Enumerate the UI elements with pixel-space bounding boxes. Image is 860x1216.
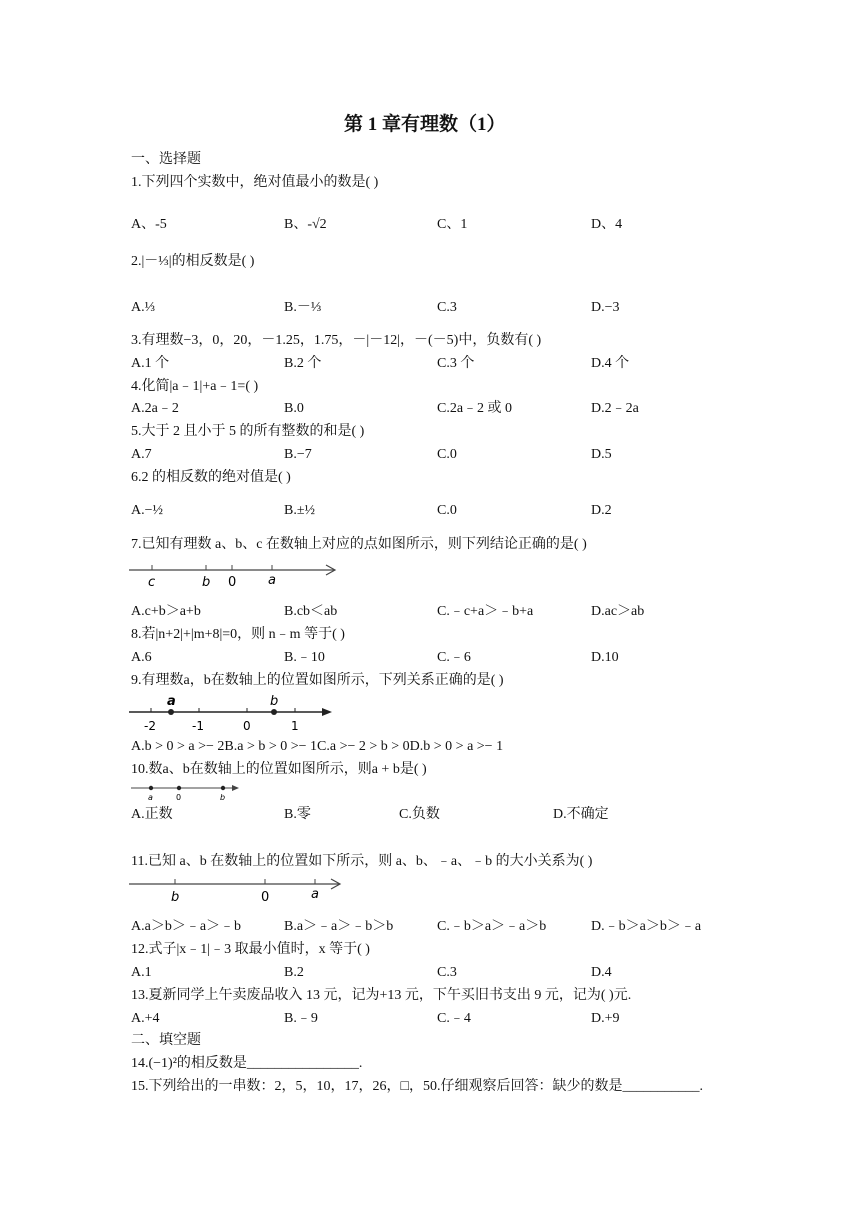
question-6: 6.2 的相反数的绝对值是( ) xyxy=(131,470,291,485)
q12-option-a: A.1 xyxy=(131,965,152,980)
q1-option-b: B、-√2 xyxy=(284,217,327,232)
section-heading-fill: 二、填空题 xyxy=(131,1033,201,1048)
nl7-label-c: c xyxy=(148,575,156,590)
q4-option-d: D.2﹣2a xyxy=(591,401,639,416)
q7-option-a: A.c+b＞a+b xyxy=(131,604,201,619)
q12-option-d: D.4 xyxy=(591,965,612,980)
nl7-label-b: b xyxy=(202,575,211,590)
nl7-label-0: 0 xyxy=(228,575,237,590)
number-line-q7 xyxy=(129,558,341,592)
nl10-point-a xyxy=(149,786,153,790)
q10-option-b: B.零 xyxy=(284,807,311,822)
q2-option-c: C.3 xyxy=(437,300,457,315)
nl11-label-b: b xyxy=(171,890,180,905)
q6-option-a: A.−½ xyxy=(131,503,164,518)
nl10-label-0: 0 xyxy=(176,793,182,802)
section-heading-choice: 一、选择题 xyxy=(131,152,201,167)
q4-option-b: B.0 xyxy=(284,401,304,416)
q6-option-b: B.±½ xyxy=(284,503,316,518)
nl9-label-a: a xyxy=(167,694,176,709)
q8-option-d: D.10 xyxy=(591,650,619,665)
q3-option-a: A.1 个 xyxy=(131,356,170,371)
question-4: 4.化简|a﹣1|+a﹣1=( ) xyxy=(131,379,259,394)
q3-option-b: B.2 个 xyxy=(284,356,322,371)
q11-option-b: B.a＞﹣a＞﹣b＞b xyxy=(284,919,394,934)
q2-option-b: B.－⅓ xyxy=(284,300,322,315)
q1-option-a: A、-5 xyxy=(131,217,167,232)
q5-option-c: C.0 xyxy=(437,447,457,462)
question-9: 9.有理数a，b在数轴上的位置如图所示，下列关系正确的是( ) xyxy=(131,673,504,688)
question-14: 14.(−1)²的相反数是________________. xyxy=(131,1056,363,1071)
q6-option-c: C.0 xyxy=(437,503,457,518)
q13-option-b: B.﹣9 xyxy=(284,1011,318,1026)
q5-option-d: D.5 xyxy=(591,447,612,462)
nl9-label-1: 1 xyxy=(291,719,299,733)
q4-option-a: A.2a﹣2 xyxy=(131,401,179,416)
nl7-label-a: a xyxy=(268,573,276,588)
nl9-point-b xyxy=(271,709,277,715)
q8-option-c: C.﹣6 xyxy=(437,650,471,665)
q7-option-c: C.﹣c+a＞﹣b+a xyxy=(437,604,534,619)
question-12: 12.式子|x﹣1|﹣3 取最小值时，x 等于( ) xyxy=(131,942,370,957)
q2-option-a: A.⅓ xyxy=(131,300,156,315)
nl10-point-0 xyxy=(177,786,181,790)
q13-option-a: A.+4 xyxy=(131,1011,160,1026)
q10-option-d: D.不确定 xyxy=(553,807,609,822)
question-11: 11.已知 a、b 在数轴上的位置如下所示，则 a、b、﹣a、﹣b 的大小关系为( ) xyxy=(131,854,593,869)
q13-option-c: C.﹣4 xyxy=(437,1011,471,1026)
q11-option-c: C.﹣b＞a＞﹣a＞b xyxy=(437,919,547,934)
q5-option-a: A.7 xyxy=(131,447,152,462)
q4-option-c: C.2a﹣2 或 0 xyxy=(437,401,513,416)
number-line-q9 xyxy=(129,692,339,734)
number-line-q11 xyxy=(129,874,345,906)
question-2: 2.|－⅓|的相反数是( ) xyxy=(131,254,255,269)
question-13: 13.夏新同学上午卖废品收入 13 元，记为+13 元，下午买旧书支出 9 元，记为( )元. xyxy=(131,988,632,1003)
q8-option-a: A.6 xyxy=(131,650,152,665)
q8-option-b: B.﹣10 xyxy=(284,650,325,665)
nl10-label-a: a xyxy=(148,793,153,802)
nl9-point-a xyxy=(168,709,174,715)
question-5: 5.大于 2 且小于 5 的所有整数的和是( ) xyxy=(131,424,365,439)
q1-option-d: D、4 xyxy=(591,217,623,232)
q12-option-c: C.3 xyxy=(437,965,457,980)
question-8: 8.若|n+2|+|m+8|=0，则 n﹣m 等于( ) xyxy=(131,627,345,642)
q1-option-c: C、1 xyxy=(437,217,468,232)
nl11-label-0: 0 xyxy=(261,890,270,905)
question-1: 1.下列四个实数中，绝对值最小的数是( ) xyxy=(131,175,379,190)
q9-options: A.b > 0 > a >− 2B.a > b > 0 >− 1C.a >− 2 > b > 0D.b > 0 > a >− 1 xyxy=(131,739,504,754)
question-10: 10.数a、b在数轴上的位置如图所示，则a + b是( ) xyxy=(131,762,427,777)
nl9-label-b: b xyxy=(270,694,279,709)
question-15: 15.下列给出的一串数：2，5，10，17，26，□，50.仔细观察后回答：缺少的数是___________. xyxy=(131,1079,703,1094)
nl11-label-a: a xyxy=(311,887,319,902)
q12-option-b: B.2 xyxy=(284,965,304,980)
nl9-label-neg2: -2 xyxy=(144,719,156,733)
q3-option-d: D.4 个 xyxy=(591,356,630,371)
q11-option-d: D.﹣b＞a＞b＞﹣a xyxy=(591,919,702,934)
q6-option-d: D.2 xyxy=(591,503,612,518)
nl9-label-0: 0 xyxy=(243,719,251,733)
q5-option-b: B.−7 xyxy=(284,447,312,462)
q7-option-d: D.ac＞ab xyxy=(591,604,645,619)
question-3: 3.有理数−3，0，20，－1.25，1.75，－|－12|，－(－5)中，负数有( ) xyxy=(131,333,542,348)
nl9-label-neg1: -1 xyxy=(192,719,204,733)
q3-option-c: C.3 个 xyxy=(437,356,475,371)
q2-option-d: D.−3 xyxy=(591,300,620,315)
nl10-label-b: b xyxy=(220,793,226,802)
q7-option-b: B.cb＜ab xyxy=(284,604,338,619)
page-title: 第 1 章有理数（1） xyxy=(344,114,506,135)
number-line-q10 xyxy=(131,780,245,804)
q11-option-a: A.a＞b＞﹣a＞﹣b xyxy=(131,919,242,934)
q13-option-d: D.+9 xyxy=(591,1011,620,1026)
q10-option-c: C.负数 xyxy=(399,807,440,822)
q10-option-a: A.正数 xyxy=(131,807,173,822)
question-7: 7.已知有理数 a、b、c 在数轴上对应的点如图所示，则下列结论正确的是( ) xyxy=(131,537,587,552)
nl10-point-b xyxy=(221,786,225,790)
